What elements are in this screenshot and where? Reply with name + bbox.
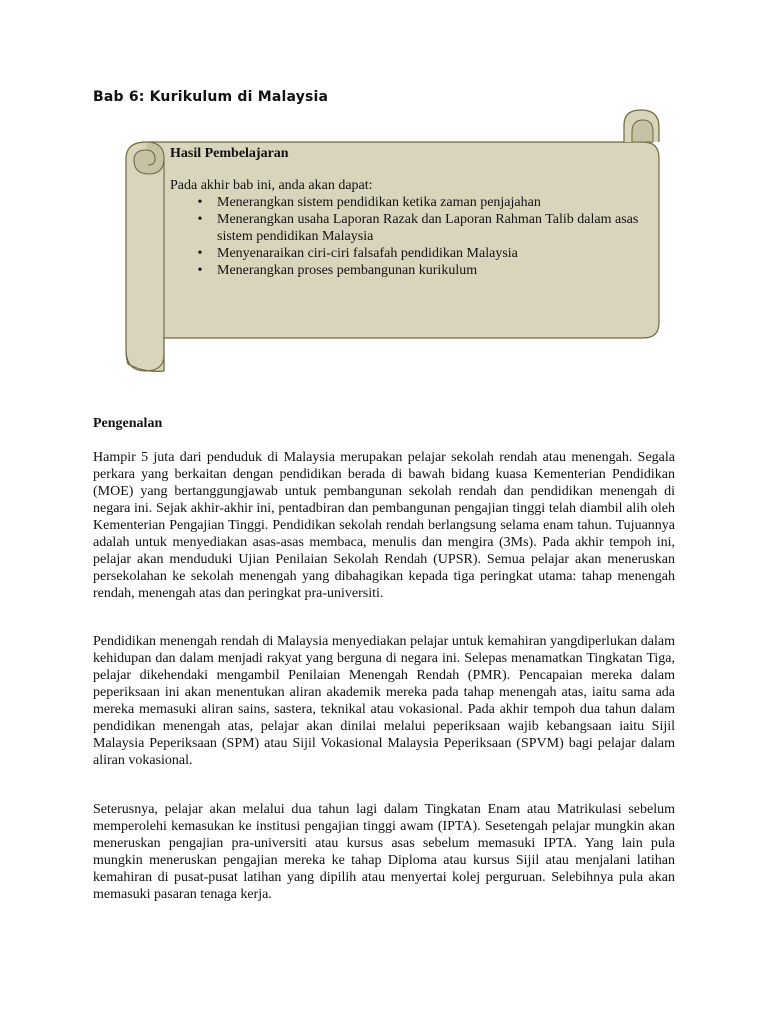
learning-outcome-item <box>170 211 640 245</box>
learning-outcomes-intro: Pada akhir bab ini, anda akan dapat: <box>170 178 373 193</box>
introduction-paragraph: Hampir 5 juta dari penduduk di Malaysia merupakan pelajar sekolah rendah atau menengah. Segala perkara yang berkaitan dengan pendidikan berada di bawah bidang kuasa Kementerian Pendidikan (MOE) yang bertanggungjawab untuk pembangunan sekolah rendah dan pendidikan menengah di negara ini. Sejak akhir-akhir ini, pentadbiran dan pembangunan pengajian tinggi telah diambil alih oleh Kementerian Pengajian Tinggi. Pendidikan sekolah rendah berlangsung selama enam tahun. Tujuannya adalah untuk menyediakan asas-asas membaca, menulis dan mengira (3Ms). Pada akhir tempoh ini, pelajar akan menduduki Ujian Penilaian Sekolah Rendah (UPSR). Semua pelajar akan meneruskan persekolahan ke sekolah menengah yang dibahagikan kepada tiga peringkat utama: tahap menengah rendah, menengah atas dan peringkat pra-universiti. <box>93 450 675 601</box>
lower-secondary-paragraph: Pendidikan menengah rendah di Malaysia menyediakan pelajar untuk kemahiran yangdiperlukan dalam kehidupan dan dalam menjadi rakyat yang berguna di negara ini. Selepas menamatkan Tingkatan Tiga, pelajar dikehendaki mengambil Penilaian Menengah Rendah (PMR). Pencapaian mereka dalam peperiksaan ini akan menentukan aliran akademik mereka pada tahap menengah atas, iaitu sama ada mereka memasuki aliran sains, sastera, teknikal atau vokasional. Pada akhir tempoh dua tahun dalam pendidikan menengah atas, pelajar akan dinilai melalui peperiksaan wajib kebangsaan iaitu Sijil Malaysia Peperiksaan (SPM) atau Sijil Vokasional Malaysia Peperiksaan (SPVM) bagi pelajar dalam aliran vokasional. <box>93 634 675 768</box>
learning-outcome-text: Menerangkan sistem pendidikan ketika zaman penjajahan <box>217 195 541 210</box>
scroll-top-roll-shadow <box>632 120 653 142</box>
learning-outcomes-content <box>170 145 640 279</box>
learning-outcomes-title: Hasil Pembelajaran <box>170 146 289 161</box>
learning-outcomes-scroll <box>123 107 663 377</box>
learning-outcome-text: Menyenaraikan ciri-ciri falsafah pendidikan Malaysia <box>217 246 518 261</box>
section-heading-introduction: Pengenalan <box>93 416 163 431</box>
bullet-icon: • <box>197 212 203 227</box>
bullet-icon: • <box>197 246 203 261</box>
post-secondary-paragraph: Seterusnya, pelajar akan melalui dua tahun lagi dalam Tingkatan Enam atau Matrikulasi sebelum memperolehi kemasukan ke institusi pengajian tinggi awam (IPTA). Sesetengah pelajar mungkin akan meneruskan pengajian pra-universiti atau kursus asas sebelum memasuki IPTA. Yang lain pula mungkin meneruskan pengajian mereka ke tahap Diploma atau kursus Sijil atau menjalani latihan kemahiran di pusat-pusat latihan yang dipilih atau menyertai kolej perguruan. Selebihnya pula akan memasuki pasaran tenaga kerja. <box>93 802 675 902</box>
learning-outcome-item <box>170 245 640 262</box>
learning-outcome-item <box>170 262 640 279</box>
chapter-title: Bab 6: Kurikulum di Malaysia <box>93 89 329 105</box>
learning-outcome-text: Menerangkan proses pembangunan kurikulum <box>217 263 478 278</box>
learning-outcome-item <box>170 194 640 211</box>
bullet-icon: • <box>197 195 203 210</box>
learning-outcome-text: Menerangkan usaha Laporan Razak dan Laporan Rahman Talib dalam asas sistem pendidikan Malaysia <box>217 212 639 244</box>
bullet-icon: • <box>197 263 203 278</box>
learning-outcomes-list <box>170 194 640 279</box>
